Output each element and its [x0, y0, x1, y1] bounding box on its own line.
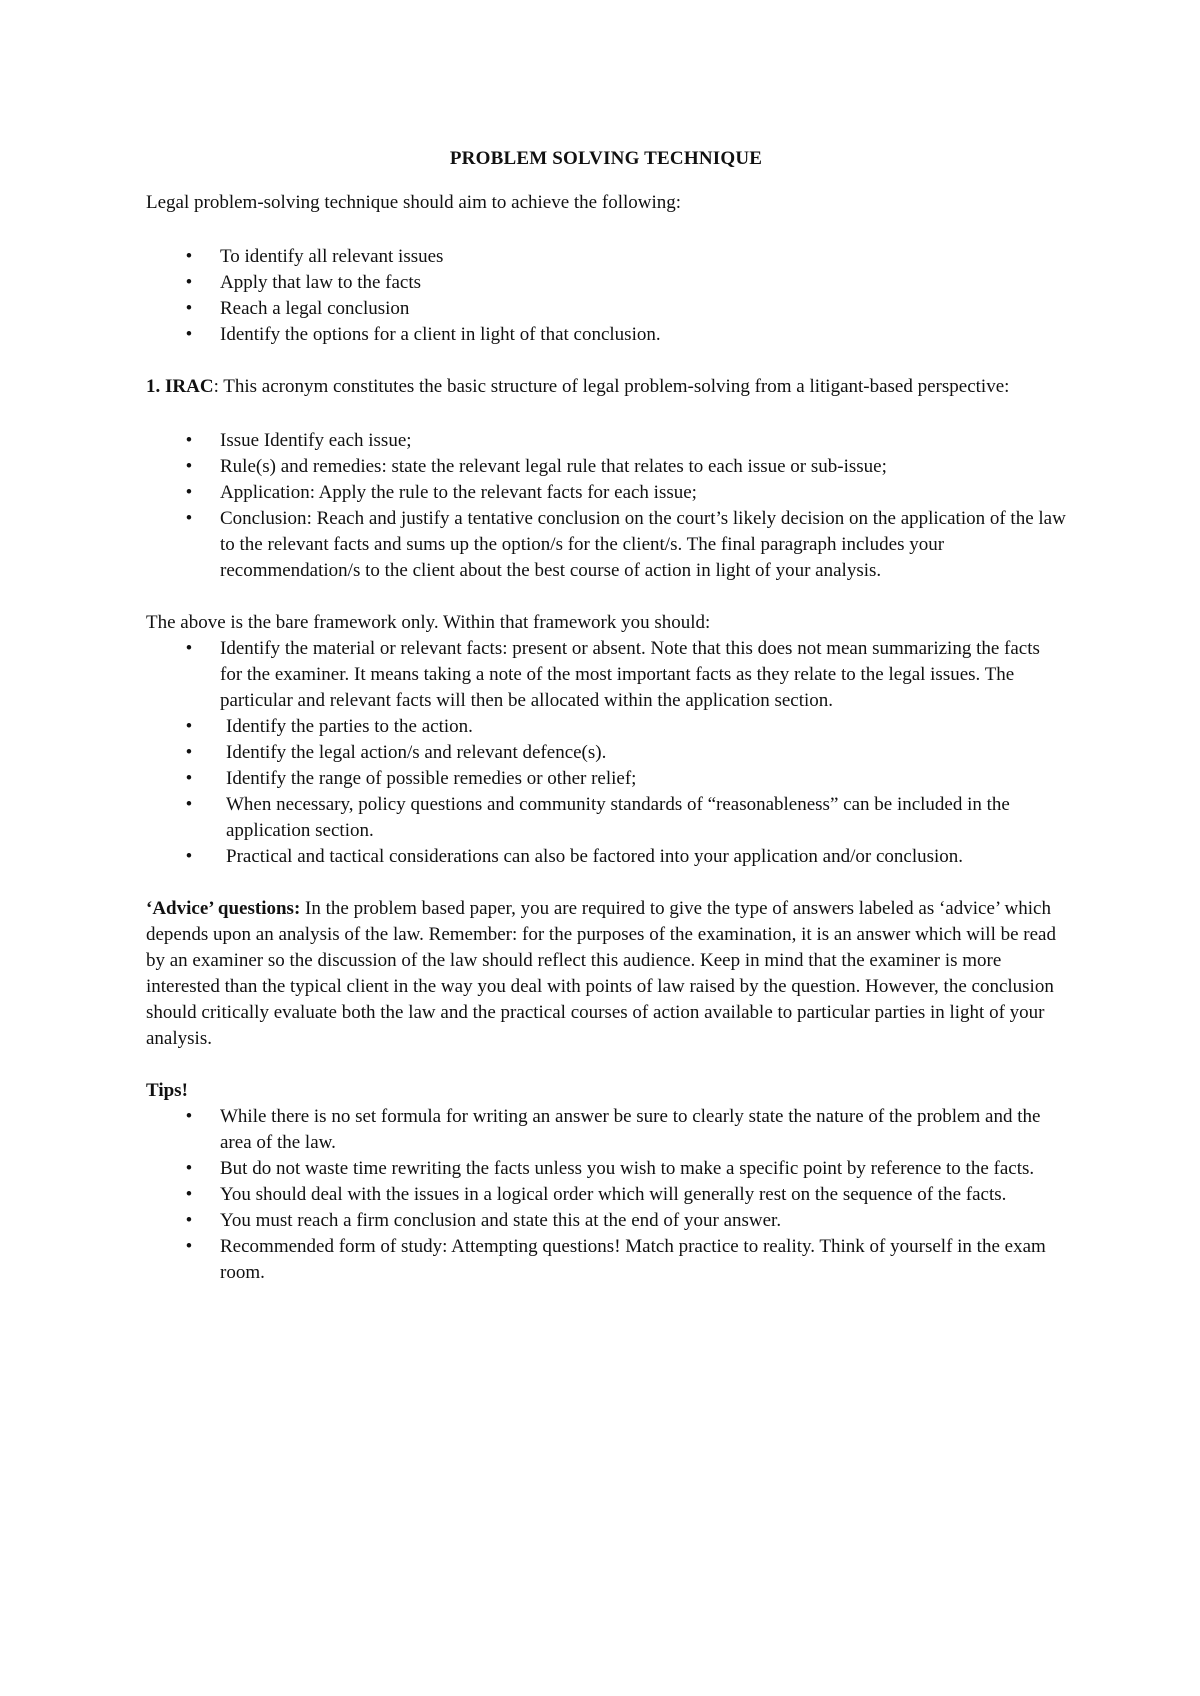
- page-title: PROBLEM SOLVING TECHNIQUE: [449, 148, 763, 169]
- list-item: • Application: Apply the rule to the relevant facts for each issue;: [146, 480, 1066, 506]
- framework-list: [146, 636, 1066, 714]
- advice-heading: ‘Advice’ questions:: [146, 898, 301, 919]
- aims-list: [146, 244, 1066, 348]
- list-item: • Identify the material or relevant facts: present or absent. Note that this does not mean summarizing the facts for the examiner. It means taking a note of the most important facts as they relate to the legal issues. The particular and relevant facts will then be allocated within the application section.: [185, 638, 1040, 711]
- framework-intro: The above is the bare framework only. Within that framework you should:: [146, 612, 711, 633]
- intro-paragraph: Legal problem-solving technique should aim to achieve the following:: [146, 192, 682, 213]
- bullet-icon: •: [185, 430, 193, 451]
- bullet-icon: •: [185, 508, 193, 529]
- list-item: • Identify the range of possible remedies or other relief;: [146, 766, 1066, 792]
- irac-text: : This acronym constitutes the basic structure of legal problem-solving from a litigant-based perspective:: [213, 376, 1010, 397]
- bullet-icon: •: [185, 1184, 193, 1205]
- list-item: • Reach a legal conclusion: [146, 296, 1066, 322]
- list-item: • Identify the parties to the action.: [146, 714, 1066, 740]
- bullet-icon: •: [185, 1210, 193, 1231]
- bullet-icon: •: [185, 794, 193, 815]
- list-item: • You should deal with the issues in a logical order which will generally rest on the sequence of the facts.: [146, 1182, 1066, 1208]
- list-item: • Identify the options for a client in light of that conclusion.: [146, 322, 1066, 348]
- bullet-icon: •: [185, 324, 193, 345]
- list-item: • To identify all relevant issues: [146, 244, 1066, 270]
- bullet-icon: •: [185, 1106, 193, 1127]
- advice-text: In the problem based paper, you are required to give the type of answers labeled as ‘advice’ which depends upon an analysis of the law. Remember: for the purposes of the examination, it is an answer which will be read by an examiner so the discussion of the law should reflect this audience. Keep in mind that the examiner is more interested than the typical client in the way you deal with points of law raised by the question. However, the conclusion should critically evaluate both the law and the practical courses of action available to particular parties in light of your analysis.: [146, 898, 1056, 1049]
- list-item: • While there is no set formula for writing an answer be sure to clearly state the nature of the problem and the area of the law.: [185, 1106, 1041, 1153]
- list-item: • Rule(s) and remedies: state the relevant legal rule that relates to each issue or sub-issue;: [146, 454, 1066, 480]
- framework-list-continued: [146, 714, 1066, 870]
- list-item: • But do not waste time rewriting the facts unless you wish to make a specific point by reference to the facts.: [146, 1156, 1066, 1182]
- bullet-icon: •: [185, 298, 193, 319]
- bullet-icon: •: [185, 846, 193, 867]
- bullet-icon: •: [185, 638, 193, 659]
- list-item: • You must reach a firm conclusion and state this at the end of your answer.: [146, 1208, 1066, 1234]
- irac-list: [146, 428, 1066, 584]
- list-item: • Identify the legal action/s and relevant defence(s).: [146, 740, 1066, 766]
- tips-list: [146, 1104, 1066, 1286]
- list-item: • Conclusion: Reach and justify a tentative conclusion on the court’s likely decision on the application of the law to the relevant facts and sums up the option/s for the client/s. The final paragraph includes your recommendation/s to the client about the best course of action in light of your analysis.: [185, 508, 1066, 581]
- bullet-icon: •: [185, 246, 193, 267]
- tips-heading: Tips!: [146, 1080, 188, 1101]
- advice-paragraph: [146, 896, 1066, 1052]
- list-item: • When necessary, policy questions and community standards of “reasonableness” can be included in the application section.: [185, 794, 1010, 841]
- bullet-icon: •: [185, 768, 193, 789]
- irac-heading: 1. IRAC: [146, 376, 214, 397]
- document-body: [146, 146, 1066, 1286]
- list-item: • Issue Identify each issue;: [146, 428, 1066, 454]
- bullet-icon: •: [185, 1158, 193, 1179]
- bullet-icon: •: [185, 456, 193, 477]
- bullet-icon: •: [185, 742, 193, 763]
- list-item: • Recommended form of study: Attempting questions! Match practice to reality. Think of yourself in the exam room.: [185, 1236, 1046, 1283]
- bullet-icon: •: [185, 272, 193, 293]
- bullet-icon: •: [185, 482, 193, 503]
- irac-paragraph: [146, 374, 1066, 400]
- list-item: • Practical and tactical considerations can also be factored into your application and/or conclusion.: [146, 844, 1066, 870]
- bullet-icon: •: [185, 716, 193, 737]
- bullet-icon: •: [185, 1236, 193, 1257]
- list-item: • Apply that law to the facts: [146, 270, 1066, 296]
